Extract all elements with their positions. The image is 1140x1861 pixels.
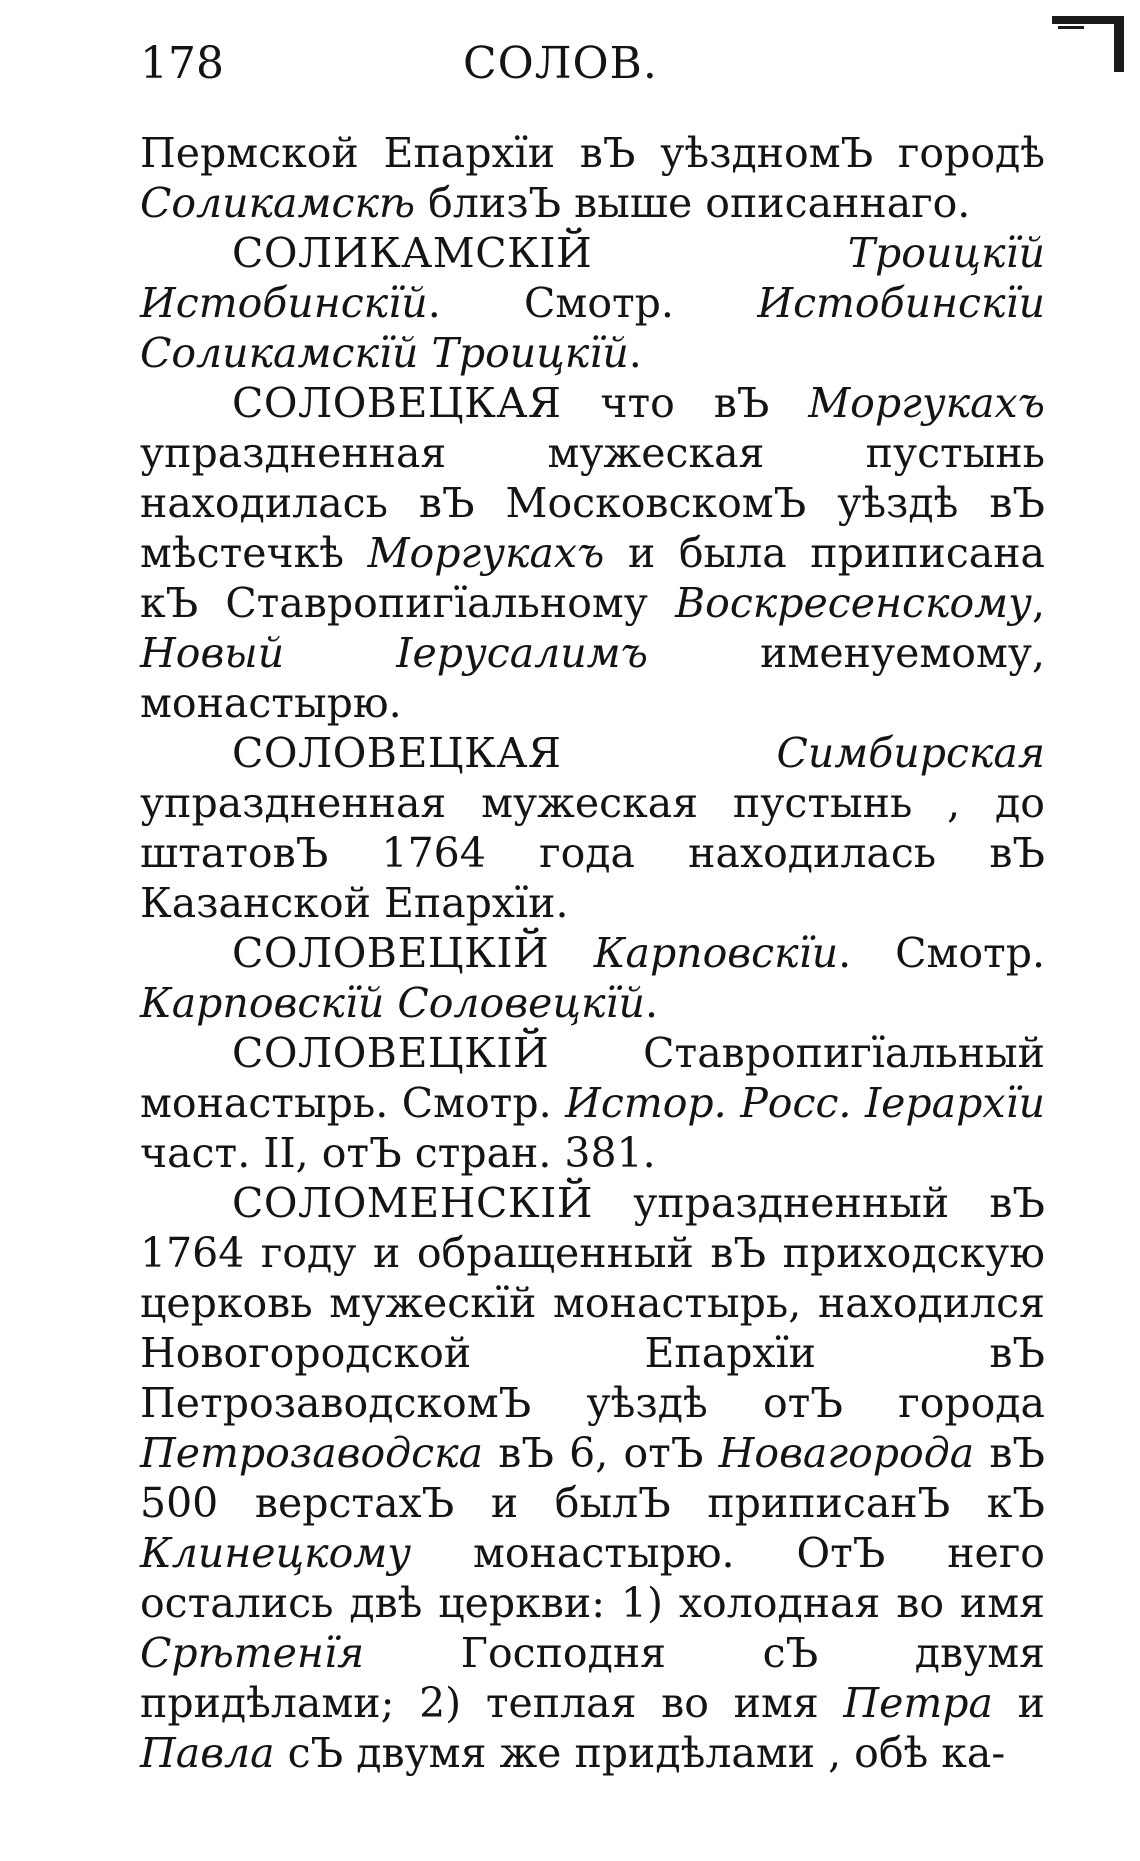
italic-text: Карповскїй Соловецкїй <box>140 979 645 1027</box>
entry-solomenskiy <box>140 1178 1045 1778</box>
entry-solikamskiy <box>140 228 1045 378</box>
italic-text: Срѣтенїя <box>140 1629 365 1677</box>
italic-text: Петрозаводска <box>140 1429 484 1477</box>
italic-text: Новый Іерусалимъ <box>140 629 648 677</box>
entry-text: Ставропигїальный монастырь. Смотр. <box>140 1029 1045 1127</box>
entry-headword: СОЛОВЕЦКIЙ <box>232 929 594 977</box>
entry-text: вЪ 500 верстахЪ и былЪ приписанЪ кЪ <box>140 1429 1046 1527</box>
entry-text: сЪ двумя же придѣлами , обѣ ка- <box>274 1729 1006 1777</box>
entry-continuation <box>140 128 1045 228</box>
italic-text: Истобинскїи Соликамскїй Троицкїй <box>140 279 1045 377</box>
italic-text: Клинецкому <box>140 1529 412 1577</box>
italic-text: Моргукахъ <box>367 529 605 577</box>
italic-text: Воскресенскому <box>675 579 1032 627</box>
running-head: СОЛОВ. <box>463 38 658 89</box>
italic-text: Истор. Росс. Іерархїи <box>565 1079 1045 1127</box>
entry-solovetskiy-stavropigialny <box>140 1028 1045 1178</box>
page-number: 178 <box>140 38 224 89</box>
italic-text: Моргукахъ <box>808 379 1045 427</box>
entry-headword: СОЛОМЕНСКIЙ <box>232 1179 594 1227</box>
italic-text: Соликамскѣ <box>140 179 416 227</box>
entry-headword: СОЛОВЕЦКIЙ <box>232 1029 644 1077</box>
entry-text: упраздненный вЪ 1764 году и обращенный вЪ приходскую церковь мужескїй монастырь, находился Новогородской Епархїи вЪ ПетрозаводскомЪ уѣздѣ отЪ города <box>140 1179 1045 1427</box>
italic-text: Троицкїй Истобинскїй <box>140 229 1045 327</box>
italic-text: Симбирская <box>776 729 1045 777</box>
dictionary-text <box>140 128 1045 1778</box>
entry-text: Господня сЪ двумя придѣлами; 2) теплая во имя <box>140 1629 1045 1727</box>
entry-text: и была приписана кЪ Ставропигїальному <box>140 529 1045 627</box>
entry-text: . Смотр. <box>838 929 1045 977</box>
entry-text: и <box>992 1679 1045 1727</box>
corner-mark <box>1052 16 1124 72</box>
entry-text: . Смотр. <box>427 279 758 327</box>
entry-text: . <box>644 979 658 1027</box>
entry-headword: СОЛИКАМСКIЙ <box>232 229 848 277</box>
italic-text: Петра <box>843 1679 993 1727</box>
entry-solovetskaya-simbirskaya <box>140 728 1045 928</box>
entry-solovetskaya-morgukakh <box>140 378 1045 728</box>
entry-text: близЪ выше описаннаго. <box>415 179 971 227</box>
entry-text: , <box>1031 579 1045 627</box>
entry-text: именуемому, монастырю. <box>140 629 1045 727</box>
entry-text: упраздненная мужеская пустынь находилась вЪ МосковскомЪ уѣздѣ вЪ мѣстечкѣ <box>140 429 1045 577</box>
entry-headword: СОЛОВЕЦКАЯ <box>232 729 777 777</box>
entry-text: монастырю. ОтЪ него остались двѣ церкви: 1) холодная во имя <box>140 1529 1045 1627</box>
entry-text: упраздненная мужеская пустынь , до штатовЪ 1764 года находилась вЪ Казанской Епархїи. <box>140 779 1045 927</box>
entry-text: вЪ 6, отЪ <box>483 1429 719 1477</box>
italic-text: Карповскїи <box>593 929 839 977</box>
entry-text: част. II, отЪ стран. 381. <box>140 1129 656 1177</box>
entry-text: Пермской Епархїи вЪ уѣздномЪ городѣ <box>140 129 1045 177</box>
entry-solovetskiy-karpovskiy <box>140 928 1045 1028</box>
italic-text: Новагорода <box>718 1429 975 1477</box>
entry-headword: СОЛОВЕЦКАЯ <box>232 379 562 427</box>
entry-text: что вЪ <box>561 379 809 427</box>
italic-text: Павла <box>140 1729 275 1777</box>
entry-text: . <box>628 329 642 377</box>
